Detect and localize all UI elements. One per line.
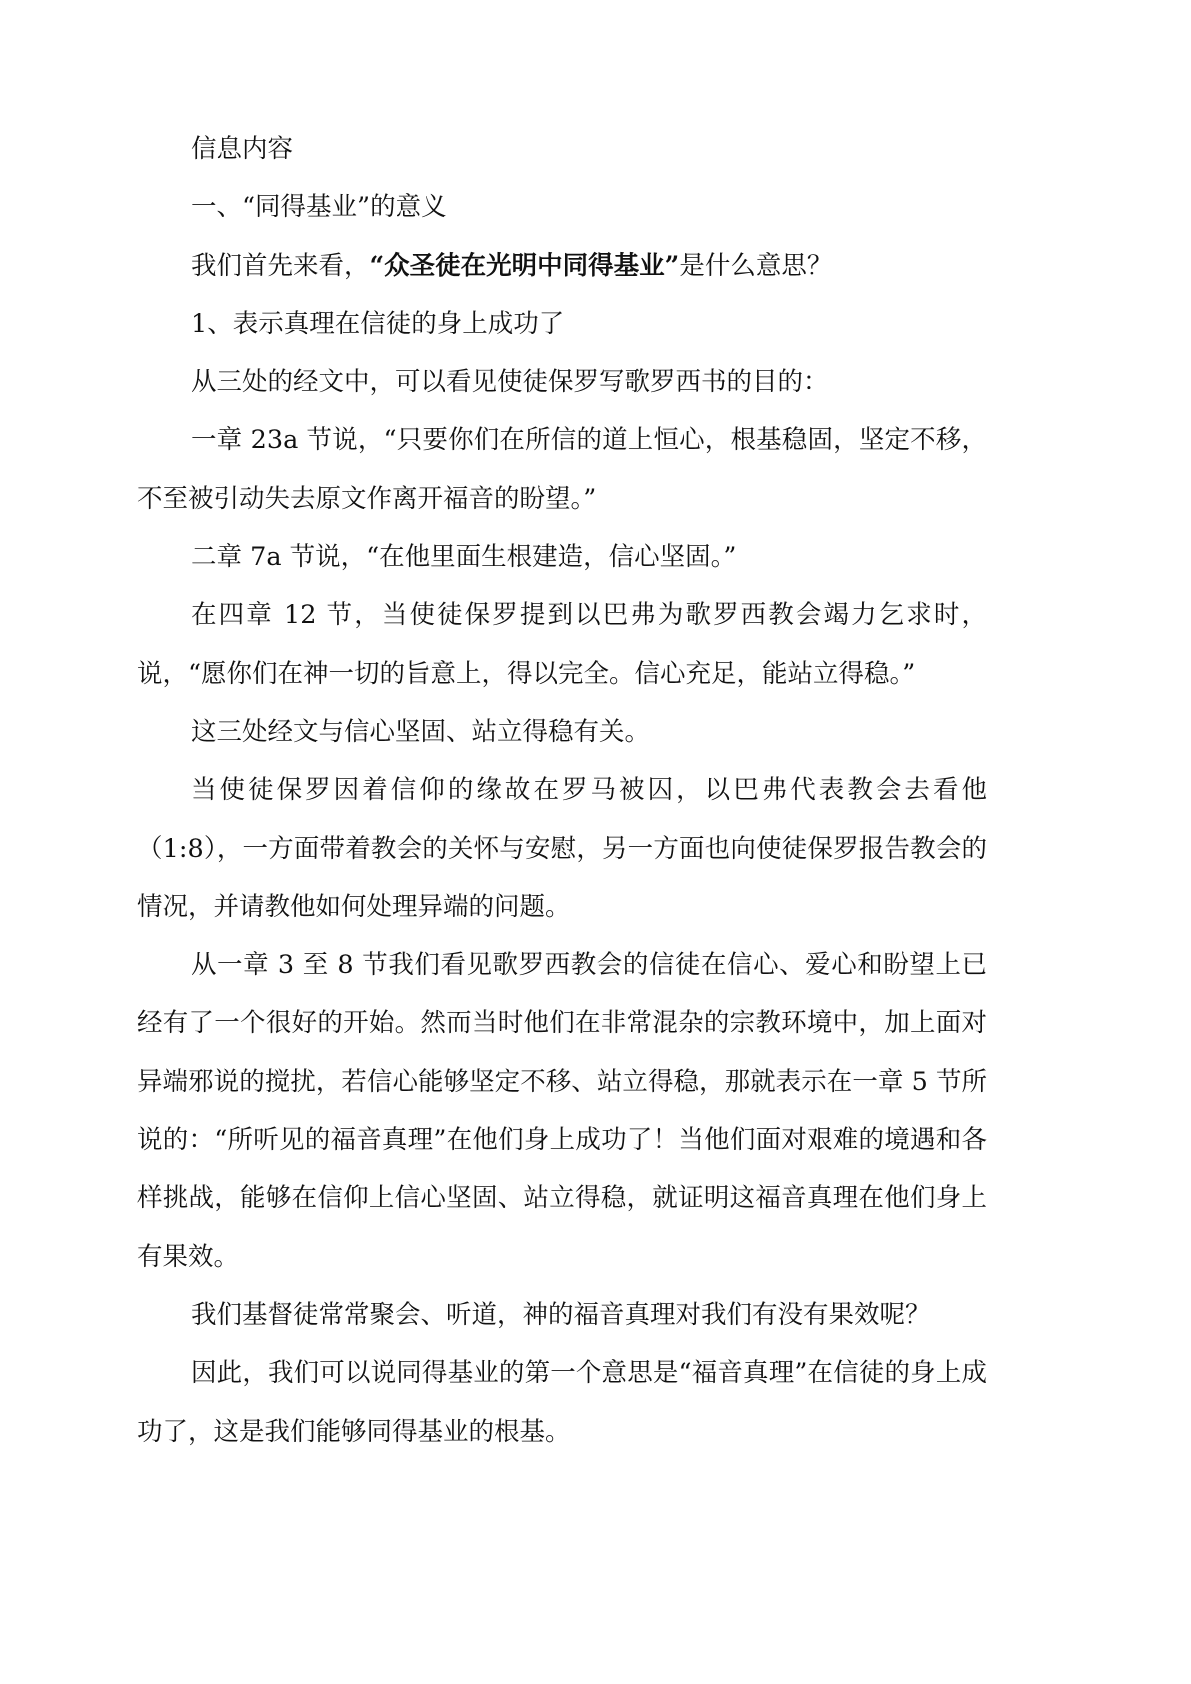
section-title: 一、“同得基业”的意义 — [191, 192, 447, 223]
body-paragraph: 二章 7a 节说，“在他里面生根建造，信心坚固。” — [191, 542, 737, 573]
body-paragraph: 当使徒保罗因着信仰的缘故在罗马被囚，以巴弗代表教会去看他（1:8），一方面带着教会的关怀与安慰，另一方面也向使徒保罗报告教会的情况，并请教他如何处理异端的问题。 — [137, 775, 987, 922]
intro-emphasis: “众圣徒在光明中同得基业” — [369, 250, 680, 281]
document-heading: 信息内容 — [191, 134, 294, 164]
body-paragraph: 从一章 3 至 8 节我们看见歌罗西教会的信徒在信心、爱心和盼望上已经有了一个很好的开始。然而当时他们在非常混杂的宗教环境中，加上面对异端邪说的搅扰，若信心能够坚定不移、站立得稳，那就表示在一章 5 节所说的：“所听见的福音真理”在他们身上成功了！当他们面对艰难的境遇和各样挑战，能够在信仰上信心坚固、站立得稳，就证明这福音真理在他们身上有果效。 — [137, 950, 987, 1272]
intro-paragraph — [137, 237, 987, 295]
body-paragraph: 我们基督徒常常聚会、听道，神的福音真理对我们有没有果效呢？ — [191, 1299, 931, 1330]
body-paragraph: 从三处的经文中，可以看见使徒保罗写歌罗西书的目的： — [191, 367, 829, 398]
body-paragraph: 一章 23a 节说，“只要你们在所信的道上恒心，根基稳固，坚定不移，不至被引动失去原文作离开福音的盼望。” — [137, 425, 987, 514]
intro-before: 我们首先来看， — [191, 250, 370, 281]
point-title: 1、表示真理在信徒的身上成功了 — [191, 308, 565, 339]
intro-after: 是什么意思？ — [679, 250, 833, 281]
document-body — [137, 120, 987, 1461]
body-paragraph: 这三处经文与信心坚固、站立得稳有关。 — [191, 716, 651, 747]
body-paragraph: 因此，我们可以说同得基业的第一个意思是“福音真理”在信徒的身上成功了，这是我们能够同得基业的根基。 — [137, 1358, 987, 1447]
body-paragraph: 在四章 12 节，当使徒保罗提到以巴弗为歌罗西教会竭力乞求时，说，“愿你们在神一切的旨意上，得以完全。信心充足，能站立得稳。” — [137, 600, 987, 689]
